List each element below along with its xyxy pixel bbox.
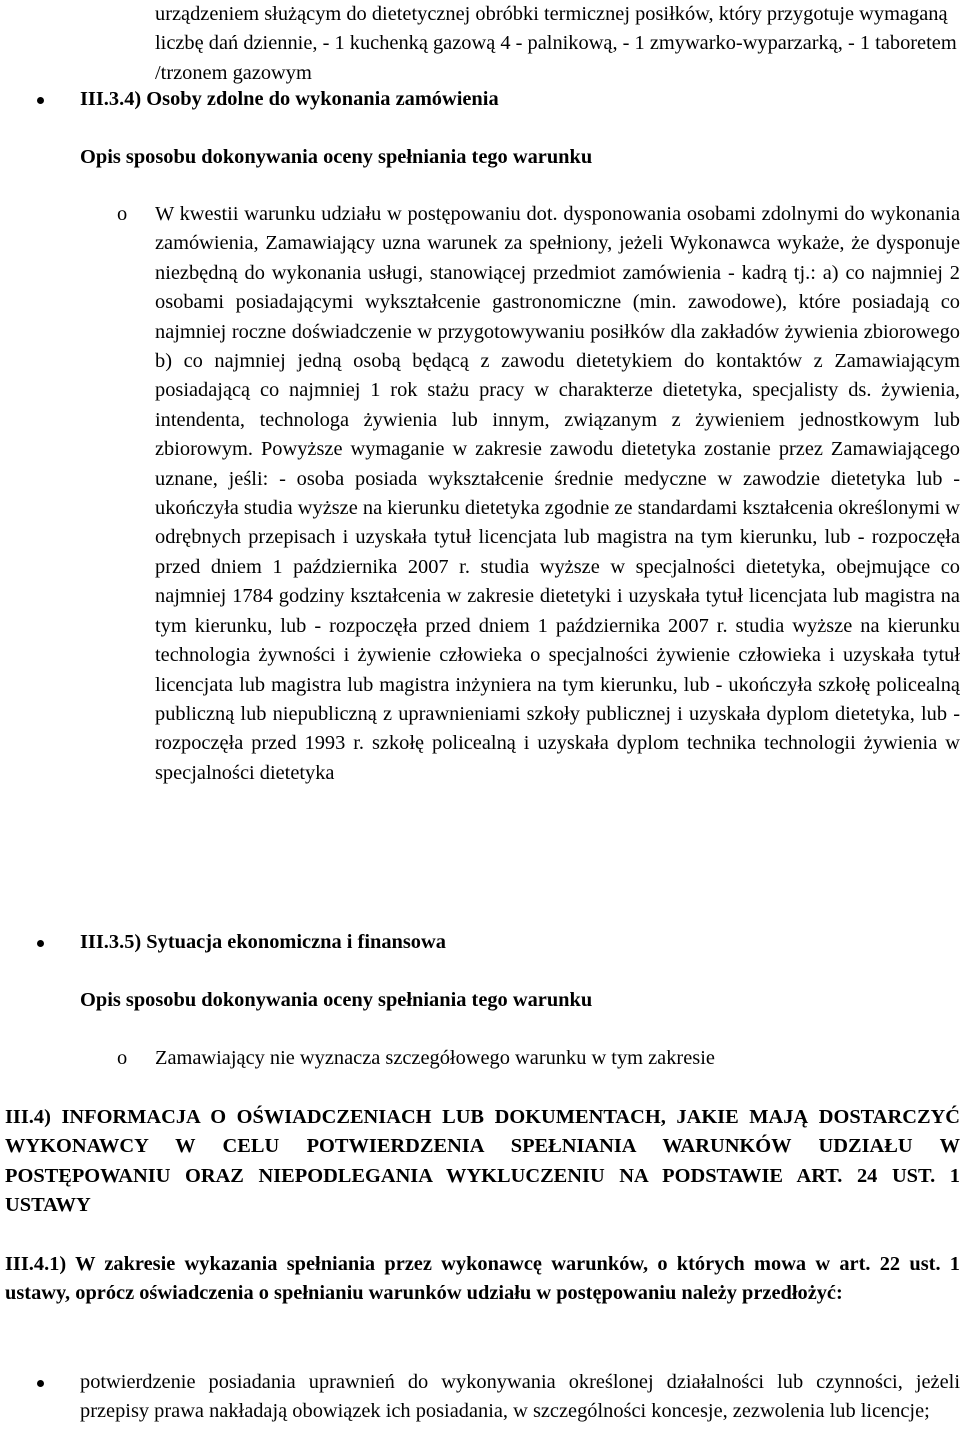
bullet-dot xyxy=(37,940,44,947)
bullet-dot xyxy=(37,1380,44,1387)
list-item-334: W kwestii warunku udziału w postępowaniu dot. dysponowania osobami zdolnymi do wykonania zamówienia, Zamawiający uzna warunek za spełniony, jeżeli Wykonawca wykaże, że dysponuje niezbędną do wykonania usługi, stanowiącej przedmiot zamówienia - kadrą tj.: a) co najmniej 2 osobami posiadającymi wykształcenie gastronomiczne (min. zawodowe), które posiadają co najmniej roczne doświadczenie w przygotowywaniu posiłków dla zakładów żywienia zbiorowego b) co najmniej jedną osobą będącą z zawodu dietetykiem do kontaktów z Zamawiającym posiadającą co najmniej 1 rok stażu pracy w charakterze dietetyka, specjalisty ds. żywienia, intendenta, technologa żywienia lub innym, związanym z żywieniem jednostkowym lub zbiorowym. Powyższe wymaganie w zakresie zawodu dietetyka zostanie przez Zamawiającego uznane, jeśli: - osoba posiada wykształcenie średnie medyczne w zawodzie dietetyka lub - ukończyła studia wyższe na kierunku dietetyka zgodnie ze standardami kształcenia określonymi w odrębnych przepisach i uzyskała tytuł licencjata lub magistra na tym kierunku, lub - rozpoczęła przed dniem 1 października 2007 r. studia wyższe w specjalności dietetyka, obejmujące co najmniej 1784 godziny kształcenia w zakresie dietetyki i uzyskała tytuł licencjata lub magistra na tym kierunku, lub - rozpoczęła przed dniem 1 października 2007 r. studia wyższe na kierunku technologia żywności i żywienie człowieka o specjalności żywienie człowieka i uzyskała tytuł licencjata lub magistra lub magistra inżyniera na tym kierunku, lub - ukończyła szkołę policealną publiczną lub niepubliczną z uprawnieniami szkoły publicznej i uzyskała dyplom dietetyka, lub - rozpoczęła przed 1993 r. szkołę policealną i uzyskała dyplom technika technologii żywienia w specjalności dietetyka xyxy=(155,203,960,784)
list-item-335: Zamawiający nie wyznacza szczegółowego warunku w tym zakresie xyxy=(155,1047,715,1069)
section-heading-341: III.4.1) W zakresie wykazania spełniania przez wykonawcę warunków, o których mowa w art. 22 ust. 1 ustawy, oprócz oświadczenia o spełnianiu warunków udziału w postępowaniu należy przedłożyć: xyxy=(5,1253,960,1305)
section-heading-34: III.4) INFORMACJA O OŚWIADCZENIACH LUB DOKUMENTACH, JAKIE MAJĄ DOSTARCZYĆ WYKONAWCY W CELU POTWIERDZENIA SPEŁNIANIA WARUNKÓW UDZIAŁU W POSTĘPOWANIU ORAZ NIEPODLEGANIA WYKLUCZENIU NA PODSTAWIE ART. 24 UST. 1 USTAWY xyxy=(5,1106,960,1217)
section-heading-335: III.3.5) Sytuacja ekonomiczna i finansowa xyxy=(80,931,446,953)
opis-label-334: Opis sposobu dokonywania oceny spełniania tego warunku xyxy=(80,146,593,168)
bullet-dot xyxy=(37,97,44,104)
sub-bullet-glyph: o xyxy=(117,1047,128,1069)
continuation-text: urządzeniem służącym do dietetycznej obróbki termicznej posiłków, który przygotuje wymaganą liczbę dań dziennie, - 1 kuchenką gazową 4 - palnikową, - 1 zmywarko-wyparzarką, - 1 taboretem /trzonem gazowym xyxy=(155,3,957,84)
opis-label-335: Opis sposobu dokonywania oceny spełniania tego warunku xyxy=(80,989,593,1011)
section-heading-334: III.3.4) Osoby zdolne do wykonania zamówienia xyxy=(80,88,499,110)
sub-bullet-glyph: o xyxy=(117,203,128,225)
list-item-341-1: potwierdzenie posiadania uprawnień do wykonywania określonej działalności lub czynności, jeżeli przepisy prawa nakładają obowiązek ich posiadania, w szczególności koncesje, zezwolenia lub licencje; xyxy=(80,1371,960,1423)
